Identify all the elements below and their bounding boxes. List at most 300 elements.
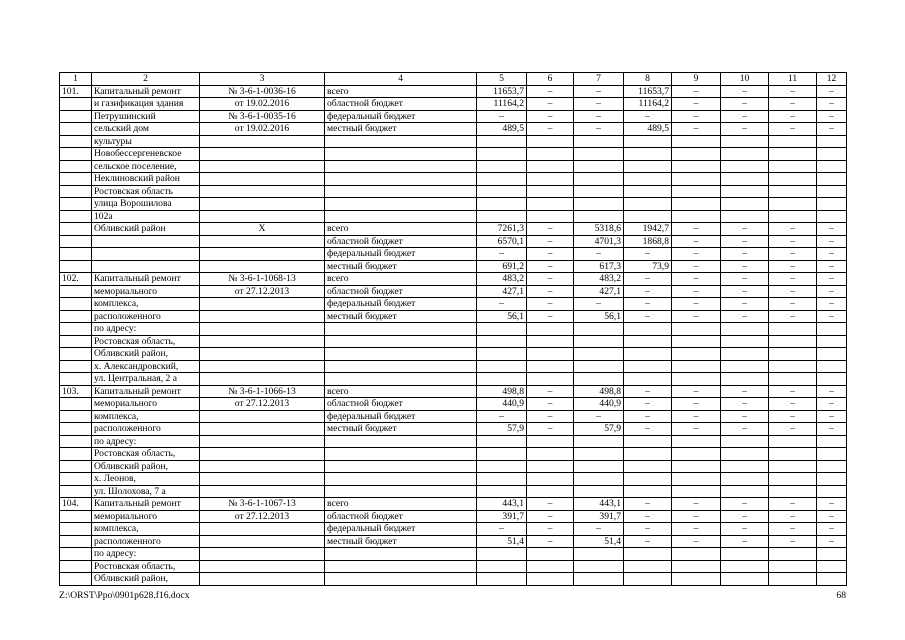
table-row [60,273,847,286]
table-cell [200,448,325,461]
table-cell: местный бюджет [325,260,477,273]
table-cell [721,173,769,186]
table-cell [527,435,574,448]
table-cell: 427,1 [574,285,624,298]
table-cell [60,310,92,323]
table-cell: – [721,523,769,536]
table-cell: по адресу: [92,548,200,561]
table-cell: № 3-6-1-1066-13 [200,385,325,398]
table-cell: – [721,223,769,236]
table-cell: – [721,498,769,511]
table-cell: – [721,260,769,273]
table-cell [60,223,92,236]
table-cell [721,348,769,361]
table-cell [60,348,92,361]
table-cell [817,560,847,573]
table-cell [624,435,672,448]
table-row [60,185,847,198]
file-path: Z:\ORST\Ppo\0901p628.f16.docx [59,590,190,601]
table-cell [769,348,817,361]
table-cell [200,423,325,436]
table-cell [477,148,527,161]
table-cell: культуры [92,135,200,148]
table-cell [92,248,200,261]
table-cell [60,123,92,136]
column-number: 11 [769,73,817,86]
table-cell: – [672,385,721,398]
table-cell [200,435,325,448]
table-cell [624,448,672,461]
table-cell: – [527,398,574,411]
table-cell: – [672,298,721,311]
table-cell [624,485,672,498]
table-cell: 6570,1 [477,235,527,248]
column-number: 1 [60,73,92,86]
table-cell [574,148,624,161]
table-cell: – [817,385,847,398]
table-cell [672,198,721,211]
table-cell [477,560,527,573]
table-row [60,348,847,361]
table-row [60,160,847,173]
table-cell [672,135,721,148]
table-cell: всего [325,223,477,236]
table-cell: 51,4 [477,535,527,548]
table-cell: 391,7 [477,510,527,523]
table-cell [574,560,624,573]
table-cell: 104. [60,498,92,511]
table-cell [672,373,721,386]
table-cell [624,335,672,348]
table-cell [672,573,721,586]
table-cell: областной бюджет [325,398,477,411]
table-cell [574,198,624,211]
table-cell: федеральный бюджет [325,248,477,261]
table-cell: Обливский район, [92,460,200,473]
table-cell: областной бюджет [325,285,477,298]
table-cell: – [817,98,847,111]
table-cell [60,248,92,261]
table-cell: – [672,498,721,511]
table-cell: сельский дом [92,123,200,136]
table-cell [817,360,847,373]
table-cell [60,260,92,273]
table-cell [477,473,527,486]
table-cell [527,360,574,373]
table-cell [574,360,624,373]
table-row [60,85,847,98]
table-row [60,573,847,586]
table-row [60,210,847,223]
table-cell: – [769,98,817,111]
table-cell: 443,1 [574,498,624,511]
table-cell [60,448,92,461]
table-cell: – [672,223,721,236]
table-cell: – [769,85,817,98]
table-cell: х. Леонов, [92,473,200,486]
table-cell: 51,4 [574,535,624,548]
table-cell: 489,5 [477,123,527,136]
table-cell: Ростовская область, [92,335,200,348]
table-row [60,310,847,323]
table-cell [817,160,847,173]
table-cell [624,185,672,198]
table-cell: – [769,423,817,436]
column-number: 9 [672,73,721,86]
table-cell [574,348,624,361]
table-cell [672,485,721,498]
table-cell: – [721,310,769,323]
table-cell [200,148,325,161]
table-cell [200,335,325,348]
table-cell [325,485,477,498]
column-number: 12 [817,73,847,86]
table-cell: – [527,535,574,548]
table-cell [624,210,672,223]
table-cell: – [769,385,817,398]
table-cell [624,473,672,486]
table-cell: – [624,248,672,261]
table-cell [721,323,769,336]
table-cell [325,473,477,486]
table-cell: 443,1 [477,498,527,511]
table-cell [477,573,527,586]
table-cell: 7261,3 [477,223,527,236]
table-cell: 440,9 [477,398,527,411]
table-row [60,285,847,298]
table-cell [527,148,574,161]
table-cell [672,435,721,448]
table-row [60,448,847,461]
table-cell [721,210,769,223]
table-cell [60,560,92,573]
table-cell [721,335,769,348]
table-cell [200,135,325,148]
table-cell: № 3-6-1-1067-13 [200,498,325,511]
table-cell: – [721,273,769,286]
table-cell [624,548,672,561]
table-cell [769,473,817,486]
table-cell [60,573,92,586]
table-row [60,548,847,561]
table-cell: – [574,85,624,98]
table-cell [477,185,527,198]
table-cell [60,460,92,473]
table-cell: – [574,98,624,111]
table-cell: – [817,85,847,98]
table-row [60,123,847,136]
table-cell: 498,8 [574,385,624,398]
table-cell [527,185,574,198]
table-cell [527,173,574,186]
table-cell: Обливский район [92,223,200,236]
table-cell [325,560,477,573]
table-row [60,385,847,398]
table-cell: 427,1 [477,285,527,298]
table-cell: – [769,310,817,323]
table-cell: – [624,410,672,423]
table-cell: – [672,260,721,273]
table-cell [817,373,847,386]
table-cell: 5318,6 [574,223,624,236]
table-cell [817,573,847,586]
table-cell: 56,1 [574,310,624,323]
table-cell: от 19.02.2016 [200,98,325,111]
table-cell [721,135,769,148]
table-cell: – [477,110,527,123]
table-cell [624,360,672,373]
table-cell: – [672,535,721,548]
table-cell [624,560,672,573]
table-cell: – [574,248,624,261]
table-cell [477,335,527,348]
table-cell [769,448,817,461]
table-cell: – [527,523,574,536]
table-cell: местный бюджет [325,310,477,323]
table-row [60,235,847,248]
table-cell [817,135,847,148]
table-cell: 483,2 [477,273,527,286]
table-cell: – [527,510,574,523]
table-cell: – [769,498,817,511]
table-cell [769,435,817,448]
table-cell: – [624,385,672,398]
table-cell: № 3-6-1-0035-16 [200,110,325,123]
table-cell [721,473,769,486]
table-cell: – [721,248,769,261]
table-cell [60,285,92,298]
table-cell: всего [325,273,477,286]
table-cell: – [817,110,847,123]
table-cell [200,248,325,261]
table-cell [200,573,325,586]
table-cell: комплекса, [92,523,200,536]
table-cell [817,323,847,336]
table-cell [817,473,847,486]
table-cell [325,148,477,161]
table-row [60,423,847,436]
table-cell: – [624,110,672,123]
table-row [60,360,847,373]
table-cell [527,448,574,461]
table-cell: 57,9 [477,423,527,436]
table-cell [60,198,92,211]
table-cell: – [527,498,574,511]
table-cell [60,510,92,523]
table-cell: – [672,123,721,136]
table-cell: – [527,273,574,286]
table-cell [672,185,721,198]
table-row [60,98,847,111]
table-row [60,223,847,236]
table-cell: Обливский район, [92,348,200,361]
table-cell [721,373,769,386]
table-cell: – [672,510,721,523]
table-cell [325,173,477,186]
table-cell: – [527,298,574,311]
table-cell: – [817,298,847,311]
table-cell: – [769,523,817,536]
table-cell [574,373,624,386]
table-row [60,535,847,548]
table-row [60,298,847,311]
column-number: 10 [721,73,769,86]
table-cell [624,573,672,586]
table-cell: 483,2 [574,273,624,286]
table-row [60,398,847,411]
table-cell [325,360,477,373]
table-cell: 391,7 [574,510,624,523]
table-cell [60,173,92,186]
table-cell: – [527,110,574,123]
table-cell: – [817,273,847,286]
table-cell [672,560,721,573]
table-cell: от 19.02.2016 [200,123,325,136]
table-cell: – [769,223,817,236]
table-cell [200,185,325,198]
table-cell: – [672,110,721,123]
table-cell [60,423,92,436]
table-cell [60,523,92,536]
table-cell [60,360,92,373]
table-cell: мемориального [92,285,200,298]
table-cell: – [477,410,527,423]
table-cell: Петрушинский [92,110,200,123]
table-cell: областной бюджет [325,98,477,111]
table-cell [325,435,477,448]
table-cell [817,210,847,223]
column-number: 3 [200,73,325,86]
table-cell [672,360,721,373]
table-cell: Капитальный ремонт [92,498,200,511]
table-cell [574,435,624,448]
table-cell: всего [325,385,477,398]
table-cell [200,198,325,211]
table-cell: 103. [60,385,92,398]
table-cell [477,373,527,386]
table-cell [574,160,624,173]
table-cell [60,185,92,198]
table-cell [769,460,817,473]
table-header-row [60,73,847,86]
table-cell [200,485,325,498]
table-cell: – [527,385,574,398]
table-cell [60,398,92,411]
table-cell: – [574,523,624,536]
table-cell: – [817,123,847,136]
table-cell: 57,9 [574,423,624,436]
table-cell [200,260,325,273]
table-cell: – [527,248,574,261]
table-cell [817,460,847,473]
table-cell [200,560,325,573]
table-cell: Новобессергеневское [92,148,200,161]
table-cell: от 27.12.2013 [200,510,325,523]
table-row [60,173,847,186]
table-row [60,473,847,486]
table-cell [325,210,477,223]
table-cell [817,348,847,361]
table-cell [325,348,477,361]
table-cell [769,560,817,573]
table-cell [817,148,847,161]
table-cell [769,210,817,223]
table-cell: – [769,535,817,548]
table-cell [325,185,477,198]
table-cell: – [817,535,847,548]
table-cell: улица Ворошилова [92,198,200,211]
table-cell [325,335,477,348]
table-cell [477,160,527,173]
table-cell [200,235,325,248]
table-cell: – [817,248,847,261]
table-cell: Неклиновский район [92,173,200,186]
table-cell [325,198,477,211]
table-cell: – [672,398,721,411]
table-cell [60,410,92,423]
table-cell: – [817,398,847,411]
table-cell [200,348,325,361]
column-number: 2 [92,73,200,86]
table-cell [817,198,847,211]
table-cell: – [527,123,574,136]
table-cell: – [672,98,721,111]
table-cell [672,473,721,486]
table-cell: федеральный бюджет [325,523,477,536]
table-cell [574,485,624,498]
table-cell: – [769,110,817,123]
table-cell: федеральный бюджет [325,110,477,123]
table-cell: – [817,235,847,248]
table-cell: 1942,7 [624,223,672,236]
table-cell [817,485,847,498]
table-cell [721,148,769,161]
table-cell: 11164,2 [477,98,527,111]
table-cell: Х [200,223,325,236]
table-cell: местный бюджет [325,535,477,548]
table-cell: – [672,410,721,423]
table-cell: – [817,223,847,236]
table-cell [60,210,92,223]
table-cell: – [672,285,721,298]
table-cell [200,460,325,473]
table-cell [527,210,574,223]
table-cell: и газификация здания [92,98,200,111]
table-cell: – [672,523,721,536]
table-cell [672,210,721,223]
table-cell: – [721,535,769,548]
table-cell [527,373,574,386]
table-cell: – [769,235,817,248]
table-cell [672,148,721,161]
table-cell: Капитальный ремонт [92,385,200,398]
table-cell: местный бюджет [325,423,477,436]
table-cell [60,548,92,561]
table-cell: – [721,410,769,423]
table-cell: – [721,98,769,111]
column-number: 8 [624,73,672,86]
table-cell [60,135,92,148]
table-cell: № 3-6-1-1068-13 [200,273,325,286]
table-cell: 498,8 [477,385,527,398]
table-cell: комплекса, [92,298,200,311]
table-row [60,323,847,336]
table-cell [672,448,721,461]
table-cell: – [672,235,721,248]
table-cell [527,135,574,148]
table-cell: Капитальный ремонт [92,85,200,98]
table-cell: – [477,248,527,261]
